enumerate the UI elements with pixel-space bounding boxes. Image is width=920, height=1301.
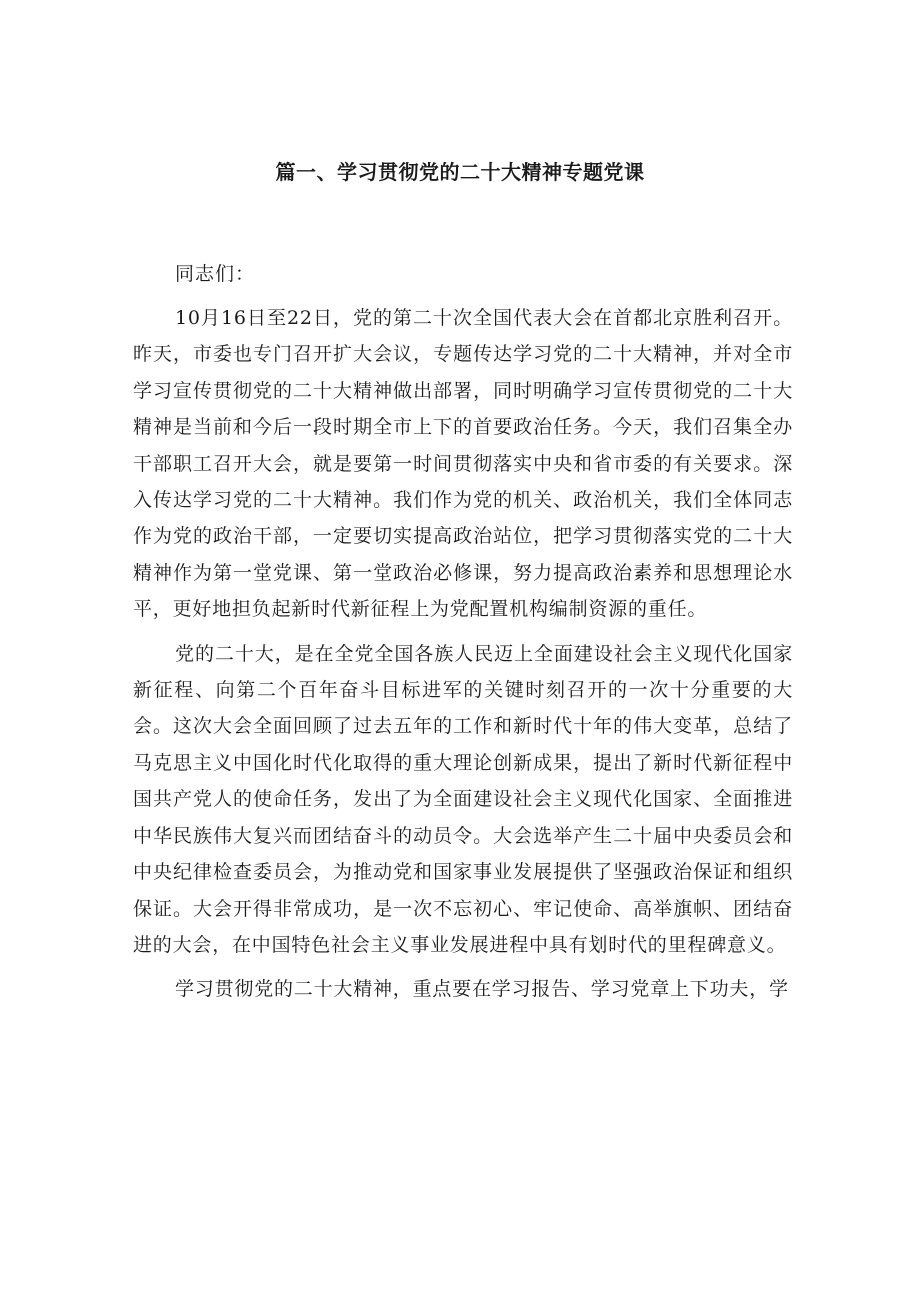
document-body xyxy=(133,256,793,1008)
salutation: 同志们： xyxy=(175,263,256,285)
paragraph-1: 10月16日至22日，党的第二十次全国代表大会在首都北京胜利召开。昨天，市委也专门召开扩大会议，专题传达学习党的二十大精神，并对全市学习宣传贯彻党的二十大精神做出部署，同时明确学习宣传贯彻党的二十大精神是当前和今后一段时期全市上下的首要政治任务。今天，我们召集全办干部职工召开大会，就是要第一时间贯彻落实中央和省市委的有关要求。深入传达学习党的二十大精神。我们作为党的机关、政治机关，我们全体同志作为党的政治干部，一定要切实提高政治站位，把学习贯彻落实党的二十大精神作为第一堂党课、第一堂政治必修课，努力提高政治素养和思想理论水平，更好地担负起新时代新征程上为党配置机构编制资源的重任。 xyxy=(133,307,793,621)
document-title: 篇一、学习贯彻党的二十大精神专题党课 xyxy=(275,160,645,184)
paragraph-3: 学习贯彻党的二十大精神，重点要在学习报告、学习党章上下功夫，学 xyxy=(175,978,789,1001)
paragraph-2: 党的二十大，是在全党全国各族人民迈上全面建设社会主义现代化国家新征程、向第二个百年奋斗目标进军的关键时刻召开的一次十分重要的大会。这次大会全面回顾了过去五年的工作和新时代十年的伟大变革，总结了马克思主义中国化时代化取得的重大理论创新成果，提出了新时代新征程中国共产党人的使命任务，发出了为全面建设社会主义现代化国家、全面推进中华民族伟大复兴而团结奋斗的动员令。大会选举产生二十届中央委员会和中央纪律检查委员会，为推动党和国家事业发展提供了坚强政治保证和组织保证。大会开得非常成功，是一次不忘初心、牢记使命、高举旗帜、团结奋进的大会，在中国特色社会主义事业发展进程中具有划时代的里程碑意义。 xyxy=(133,642,793,956)
